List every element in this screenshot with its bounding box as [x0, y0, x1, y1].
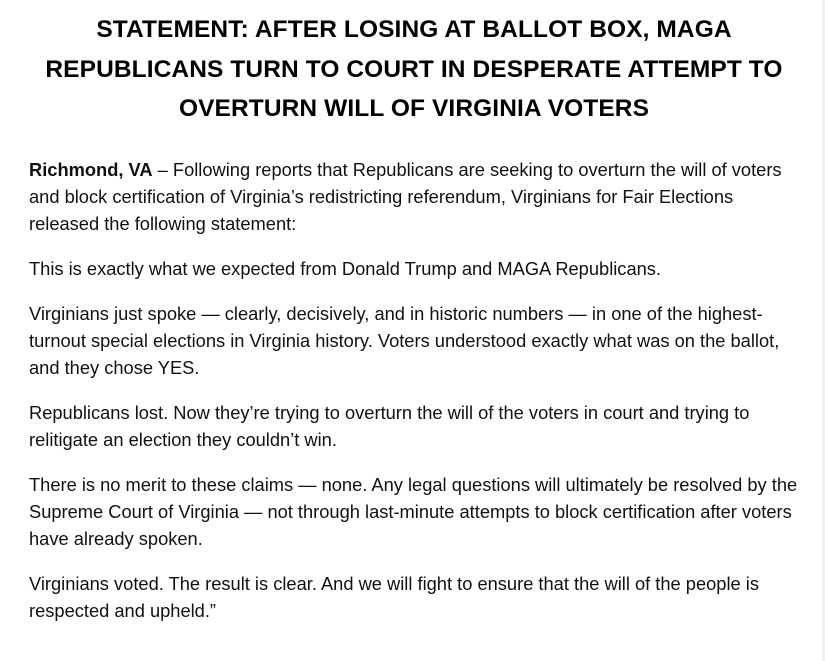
- dateline: Richmond, VA: [29, 158, 153, 180]
- statement-paragraph-4: There is no merit to these claims — none. Any legal questions will ultimately be resolved by the Supreme Court of Virginia — not through last-minute attempts to block certification after voters have already spoken.: [29, 473, 798, 549]
- statement-headline: STATEMENT: AFTER LOSING AT BALLOT BOX, MAGA REPUBLICANS TURN TO COURT IN DESPERATE ATTEMPT TO OVERTURN WILL OF VIRGINIA VOTERS: [45, 16, 783, 122]
- intro-paragraph: [29, 156, 799, 237]
- statement-paragraph-3: Republicans lost. Now they’re trying to overturn the will of the voters in court and trying to relitigate an election they couldn’t win.: [29, 401, 750, 450]
- statement-paragraph-2: Virginians just spoke — clearly, decisively, and in historic numbers — in one of the highest-turnout special elections in Virginia history. Voters understood exactly what was on the ballot, and they chose YES.: [29, 302, 780, 378]
- press-statement: [29, 0, 799, 642]
- statement-paragraph-1: This is exactly what we expected from Donald Trump and MAGA Republicans.: [29, 257, 662, 279]
- statement-paragraph-5: Virginians voted. The result is clear. And we will fight to ensure that the will of the people is respected and upheld.”: [29, 572, 759, 621]
- statement-body: [29, 156, 799, 624]
- intro-text: – Following reports that Republicans are seeking to overturn the will of voters and block certification of Virginia’s redistricting referendum, Virginians for Fair Elections released the following statement:: [29, 158, 782, 234]
